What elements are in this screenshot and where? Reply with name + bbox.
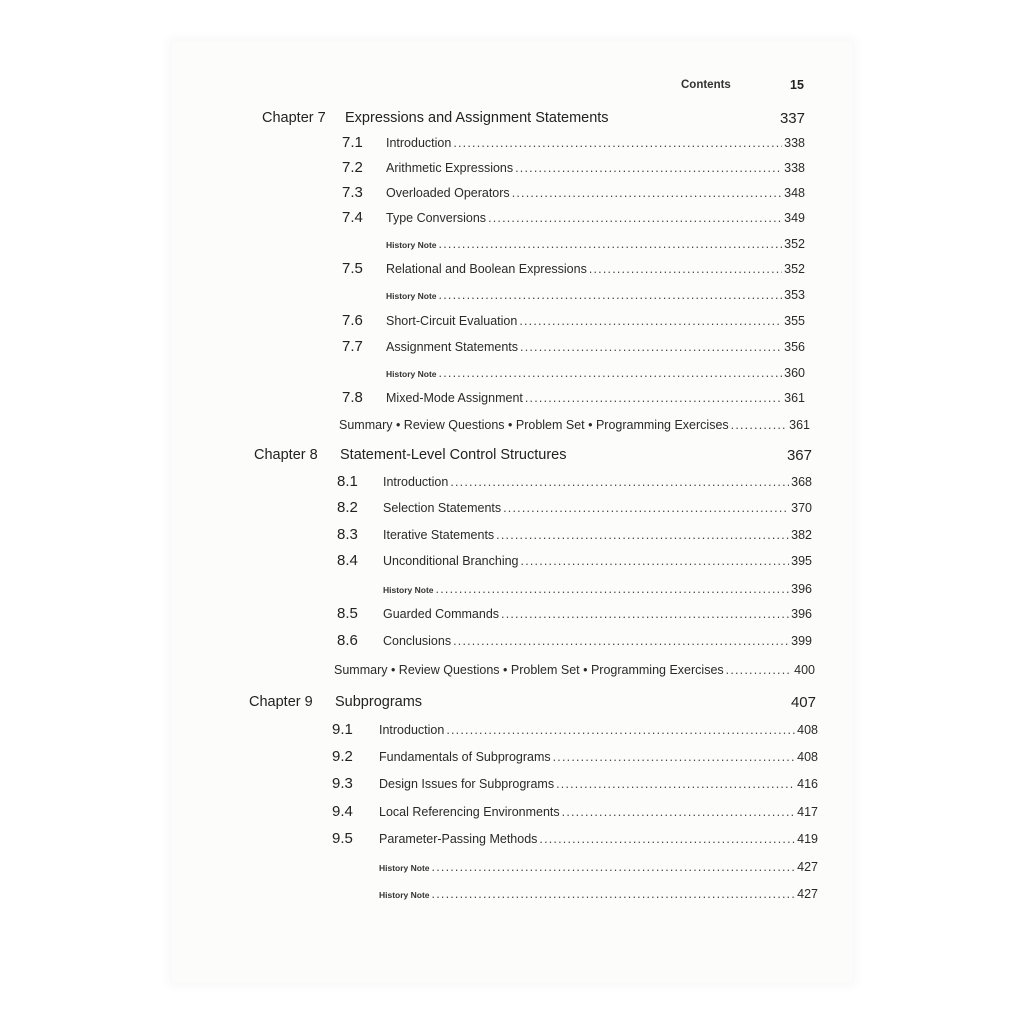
section-number: 9.5: [332, 830, 353, 847]
section-page-number: 370: [791, 501, 812, 515]
section-title: Relational and Boolean Expressions: [386, 262, 587, 276]
section-entry: [0, 262, 1024, 280]
dot-leader: [501, 607, 789, 621]
section-title: Selection Statements: [383, 501, 502, 515]
section-number: 7.5: [342, 260, 363, 277]
entry-line: [334, 663, 815, 677]
section-page-number: 416: [797, 777, 818, 791]
entry-line: [386, 136, 805, 150]
entry-line: [386, 366, 805, 380]
dot-leader: [432, 860, 796, 874]
entry-line: [383, 501, 812, 515]
section-entry: [0, 750, 1024, 768]
dot-leader: [503, 501, 789, 515]
section-entry: [0, 136, 1024, 154]
section-entry: [0, 554, 1024, 572]
entry-line: [383, 554, 812, 568]
section-title: Introduction: [383, 475, 449, 489]
section-page-number: 382: [791, 528, 812, 542]
dot-leader: [453, 136, 782, 150]
section-page-number: 396: [791, 607, 812, 621]
entry-line: [386, 161, 805, 175]
section-entry: [0, 475, 1024, 493]
chapter-page-number: 337: [779, 110, 805, 127]
dot-leader: [556, 777, 795, 791]
summary-page-number: 361: [789, 418, 810, 432]
history-note-label: History Note: [379, 890, 430, 900]
section-entry: [0, 391, 1024, 409]
section-number: 7.1: [342, 134, 363, 151]
entry-line: [379, 832, 818, 846]
history-note-entry: [0, 860, 1024, 878]
chapter-label: Chapter 7: [262, 110, 326, 126]
dot-leader: [553, 750, 796, 764]
chapter-heading: [0, 694, 1024, 714]
entry-line: [383, 528, 812, 542]
section-title: Mixed-Mode Assignment: [386, 391, 523, 405]
section-title: Design Issues for Subprograms: [379, 777, 555, 791]
section-number: 7.2: [342, 159, 363, 176]
dot-leader: [488, 211, 782, 225]
dot-leader: [589, 262, 782, 276]
section-number: 7.7: [342, 338, 363, 355]
section-number: 8.6: [337, 632, 358, 649]
dot-leader: [731, 418, 787, 432]
history-note-label: History Note: [386, 369, 437, 379]
dot-leader: [512, 186, 782, 200]
section-title: Unconditional Branching: [383, 554, 519, 568]
entry-line: [379, 723, 818, 737]
section-page-number: 399: [791, 634, 812, 648]
section-entry: [0, 340, 1024, 358]
section-number: 8.3: [337, 526, 358, 543]
entry-line: [379, 860, 818, 874]
dot-leader: [525, 391, 782, 405]
section-title: Local Referencing Environments: [379, 805, 560, 819]
entry-line: [386, 211, 805, 225]
section-title: Introduction: [379, 723, 445, 737]
entry-line: [383, 634, 812, 648]
dot-leader: [496, 528, 789, 542]
dot-leader: [450, 475, 789, 489]
section-title: Overloaded Operators: [386, 186, 510, 200]
section-number: 7.4: [342, 209, 363, 226]
dot-leader: [439, 288, 783, 302]
header-page-number: 15: [790, 78, 804, 92]
section-page-number: 349: [784, 211, 805, 225]
section-page-number: 408: [797, 723, 818, 737]
history-note-entry: [0, 237, 1024, 255]
chapter-page-number: 367: [786, 447, 812, 464]
header-label: Contents: [681, 79, 731, 91]
history-note-label: History Note: [386, 291, 437, 301]
section-entry: [0, 777, 1024, 795]
history-note-label: History Note: [379, 863, 430, 873]
section-page-number: 353: [784, 288, 805, 302]
section-page-number: 360: [784, 366, 805, 380]
section-number: 7.3: [342, 184, 363, 201]
section-number: 9.3: [332, 775, 353, 792]
dot-leader: [520, 340, 782, 354]
section-number: 8.2: [337, 499, 358, 516]
chapter-summary-entry: [0, 663, 1024, 681]
entry-line: [386, 314, 805, 328]
section-title: Guarded Commands: [383, 607, 500, 621]
history-note-entry: [0, 366, 1024, 384]
dot-leader: [439, 237, 783, 251]
summary-text: Summary • Review Questions • Problem Set • Programming Exercises: [334, 663, 724, 677]
section-number: 8.1: [337, 473, 358, 490]
entry-line: [379, 805, 818, 819]
dot-leader: [562, 805, 795, 819]
entry-line: [386, 288, 805, 302]
section-number: 9.4: [332, 803, 353, 820]
section-entry: [0, 528, 1024, 546]
section-page-number: 427: [797, 887, 818, 901]
section-page-number: 348: [784, 186, 805, 200]
entry-line: [339, 418, 810, 432]
section-title: Type Conversions: [386, 211, 487, 225]
running-header: [0, 0, 1024, 100]
entry-line: [379, 887, 818, 901]
entry-line: [386, 340, 805, 354]
section-page-number: 427: [797, 860, 818, 874]
section-page-number: 417: [797, 805, 818, 819]
section-title: Conclusions: [383, 634, 452, 648]
section-page-number: 368: [791, 475, 812, 489]
chapter-heading: [0, 447, 1024, 467]
dot-leader: [539, 832, 795, 846]
chapter-title: Expressions and Assignment Statements: [345, 110, 609, 126]
section-title: Short-Circuit Evaluation: [386, 314, 518, 328]
section-page-number: 352: [784, 237, 805, 251]
section-number: 7.6: [342, 312, 363, 329]
chapter-summary-entry: [0, 418, 1024, 436]
section-page-number: 356: [784, 340, 805, 354]
section-page-number: 395: [791, 554, 812, 568]
section-title: Parameter-Passing Methods: [379, 832, 538, 846]
section-entry: [0, 634, 1024, 652]
section-title: Introduction: [386, 136, 452, 150]
entry-line: [386, 262, 805, 276]
section-entry: [0, 211, 1024, 229]
dot-leader: [453, 634, 789, 648]
section-page-number: 408: [797, 750, 818, 764]
section-entry: [0, 607, 1024, 625]
section-entry: [0, 723, 1024, 741]
dot-leader: [446, 723, 795, 737]
section-title: Arithmetic Expressions: [386, 161, 514, 175]
dot-leader: [521, 554, 790, 568]
section-page-number: 352: [784, 262, 805, 276]
section-page-number: 419: [797, 832, 818, 846]
section-entry: [0, 186, 1024, 204]
section-entry: [0, 161, 1024, 179]
section-number: 8.4: [337, 552, 358, 569]
entry-line: [386, 237, 805, 251]
chapter-title: Statement-Level Control Structures: [340, 447, 567, 463]
section-page-number: 355: [784, 314, 805, 328]
dot-leader: [432, 887, 796, 901]
section-title: Assignment Statements: [386, 340, 519, 354]
history-note-label: History Note: [383, 585, 434, 595]
entry-line: [383, 582, 812, 596]
section-entry: [0, 805, 1024, 823]
section-number: 7.8: [342, 389, 363, 406]
entry-line: [379, 750, 818, 764]
history-note-label: History Note: [386, 240, 437, 250]
history-note-entry: [0, 288, 1024, 306]
history-note-entry: [0, 887, 1024, 905]
entry-line: [383, 607, 812, 621]
summary-text: Summary • Review Questions • Problem Set • Programming Exercises: [339, 418, 729, 432]
dot-leader: [515, 161, 782, 175]
chapter-label: Chapter 9: [249, 694, 313, 710]
section-entry: [0, 832, 1024, 850]
dot-leader: [519, 314, 782, 328]
section-page-number: 338: [784, 136, 805, 150]
chapter-page-number: 407: [790, 694, 816, 711]
summary-page-number: 400: [794, 663, 815, 677]
section-title: Fundamentals of Subprograms: [379, 750, 551, 764]
section-entry: [0, 501, 1024, 519]
entry-line: [386, 186, 805, 200]
dot-leader: [726, 663, 792, 677]
history-note-entry: [0, 582, 1024, 600]
section-page-number: 396: [791, 582, 812, 596]
section-page-number: 338: [784, 161, 805, 175]
chapter-label: Chapter 8: [254, 447, 318, 463]
entry-line: [383, 475, 812, 489]
chapter-heading: [0, 110, 1024, 130]
section-number: 9.1: [332, 721, 353, 738]
chapter-title: Subprograms: [335, 694, 423, 710]
section-page-number: 361: [784, 391, 805, 405]
section-number: 8.5: [337, 605, 358, 622]
entry-line: [379, 777, 818, 791]
dot-leader: [439, 366, 783, 380]
section-entry: [0, 314, 1024, 332]
entry-line: [386, 391, 805, 405]
section-number: 9.2: [332, 748, 353, 765]
section-title: Iterative Statements: [383, 528, 495, 542]
dot-leader: [436, 582, 790, 596]
